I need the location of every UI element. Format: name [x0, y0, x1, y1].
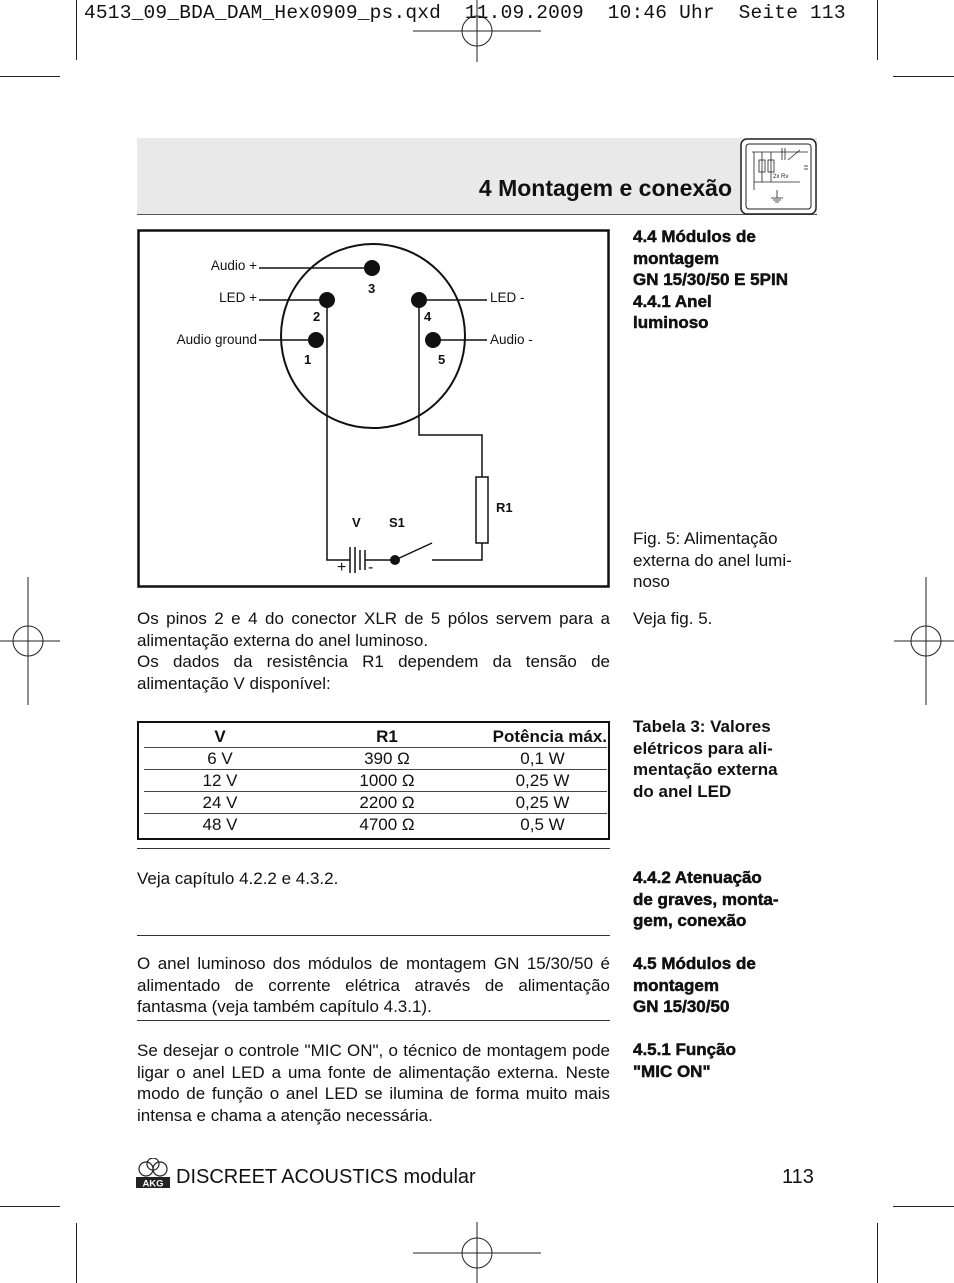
pin-label-2: 2 [313, 309, 321, 324]
pin-label-1: 1 [304, 352, 312, 367]
label-plus: + [337, 559, 347, 576]
table-cell: 1000 Ω [296, 770, 478, 792]
logo-text: AKG [142, 1178, 164, 1190]
table-cell: 390 Ω [296, 748, 478, 770]
table-cell: 0,1 W [478, 748, 607, 770]
section-title: 4 Montagem e conexão [478, 175, 732, 201]
label-s1: S1 [389, 515, 405, 530]
table-row [144, 814, 607, 836]
table-cell: 0,25 W [478, 770, 607, 792]
connector-diagram [137, 229, 610, 588]
print-header: 4513_09_BDA_DAM_Hex0909_ps.qxd 11.09.2009 10:46 Uhr Seite 113 [84, 2, 846, 24]
table-cell: 12 V [144, 770, 296, 792]
side-heading-4-4-2: 4.4.2 Atenuação de graves, monta- gem, conexão [633, 868, 779, 930]
table-header: R1 [376, 726, 398, 746]
figure-caption: Fig. 5: Alimentação externa do anel lumi- noso [633, 529, 792, 591]
label-led-minus: LED - [490, 290, 525, 305]
table-cell: 48 V [144, 814, 296, 836]
table-header: Potência máx. [492, 726, 607, 746]
pin-5-dot [425, 332, 441, 348]
pin-1-dot [308, 332, 324, 348]
label-led-plus: LED + [219, 290, 257, 305]
table-header: V [214, 726, 226, 746]
label-v: V [352, 515, 361, 530]
table-row [144, 792, 607, 814]
table-cell: 0,5 W [478, 814, 607, 836]
table-cell: 24 V [144, 792, 296, 814]
circuit-badge-icon [740, 138, 817, 215]
side-heading-4-5: 4.5 Módulos de montagem GN 15/30/50 [633, 954, 756, 1016]
label-r1: R1 [496, 500, 513, 515]
see-chapter: Veja capítulo 4.2.2 e 4.3.2. [137, 869, 339, 888]
label-minus: - [368, 559, 374, 576]
pin-label-5: 5 [438, 352, 446, 367]
pin-3-dot [364, 260, 380, 276]
values-table-frame [137, 721, 610, 840]
table-cell: 4700 Ω [296, 814, 478, 836]
body-paragraph-3: O anel luminoso dos módulos de montagem GN 15/30/50 é alimentado de corrente elétrica através de alimentação fantasma (veja também capítulo 4.3.1). [137, 954, 610, 1016]
pin-label-3: 3 [368, 281, 376, 296]
see-figure: Veja fig. 5. [633, 609, 713, 628]
label-audio-plus: Audio + [210, 258, 257, 273]
table-row [144, 748, 607, 770]
pin-label-4: 4 [424, 309, 432, 324]
page-number: 113 [782, 1166, 814, 1188]
table-cell: 6 V [144, 748, 296, 770]
label-audio-ground: Audio ground [176, 332, 257, 347]
rule [137, 935, 610, 936]
body-paragraph-4: Se desejar o controle "MIC ON", o técnico de montagem pode ligar o anel LED a uma fonte de alimentação externa. Neste modo de função o anel LED se ilumina de forma muito mais intensa e chama a atenção necessária. [137, 1041, 610, 1125]
table-cell: 2200 Ω [296, 792, 478, 814]
rule [137, 848, 610, 849]
table-row [144, 770, 607, 792]
badge-label: 2x Rv [773, 174, 789, 180]
label-audio-minus: Audio - [490, 332, 533, 347]
table-header-row [144, 726, 607, 748]
switch-dot [390, 555, 400, 565]
side-heading-4-5-1: 4.5.1 Função "MIC ON" [633, 1040, 736, 1081]
values-table [144, 726, 607, 835]
side-heading-4-4: 4.4 Módulos de montagem GN 15/30/50 E 5PIN 4.4.1 Anel luminoso [633, 227, 788, 332]
table-cell: 0,25 W [478, 792, 607, 814]
table-caption: Tabela 3: Valores elétricos para ali- mentação externa do anel LED [633, 717, 778, 801]
akg-logo-icon [133, 1158, 173, 1190]
footer-product: DISCREET ACOUSTICS modular [176, 1166, 476, 1188]
rule [137, 1020, 610, 1021]
body-paragraph-1: Os pinos 2 e 4 do conector XLR de 5 pólos servem para a alimentação externa do anel luminoso. Os dados da resistência R1 dependem da tensão de alimentação V disponível: [137, 609, 610, 693]
